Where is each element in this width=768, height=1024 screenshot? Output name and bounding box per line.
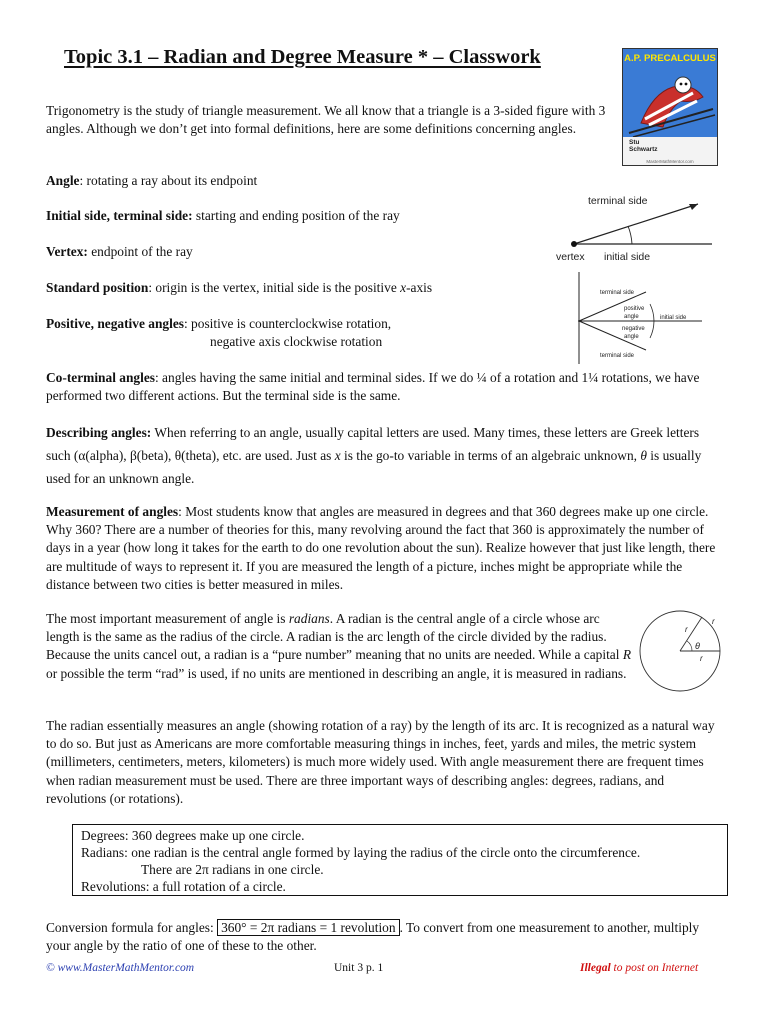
positive-label: positive (624, 306, 645, 312)
posneg-term: Positive, negative angles (46, 316, 184, 331)
describing-paragraph (46, 421, 726, 490)
conversion-text-1: Conversion formula for angles: (46, 920, 218, 935)
book-cover-title: A.P. PRECALCULUS (624, 53, 716, 64)
standard-text-2: -axis (406, 280, 433, 295)
illegal-word: Illegal (580, 962, 611, 974)
initial-side-small-label: initial side (660, 315, 687, 321)
vertex-term: Vertex: (46, 244, 88, 259)
cartoon-illustration (623, 63, 718, 139)
footer-website-link[interactable]: © www.MasterMathMentor.com (46, 962, 195, 974)
radians-em: radians (288, 611, 330, 626)
footer-page-number: Unit 3 p. 1 (334, 962, 384, 974)
book-cover-site: MasterMathMentor.com (646, 159, 694, 164)
summary-radians: Radians: one radian is the central angle formed by laying the radius of the circle onto the circumference. (81, 845, 641, 860)
standard-var: x (400, 280, 407, 295)
summary-box (72, 824, 728, 896)
terminal-side-top-label: terminal side (600, 290, 635, 296)
book-cover-footer (623, 137, 717, 165)
conversion-formula: 360° = 2π radians = 1 revolution (217, 919, 400, 936)
positive-angle-label: angle (624, 314, 639, 320)
radians-paragraph (46, 610, 632, 683)
summary-revolutions: Revolutions: a full rotation of a circle. (81, 879, 286, 894)
page-title: Topic 3.1 – Radian and Degree Measure * – Classwork (64, 46, 541, 68)
sides-text: starting and ending position of the ray (192, 208, 400, 223)
negative-angle-label: angle (624, 334, 639, 340)
radius-label-inner: r (685, 625, 688, 634)
radians-text-2: . A radian is the central angle of a circle whose arc length is the same as the radius of the circle. A radian is the arc length of the circle divided by the radius. Because the units cancel out, a radian is a “pure number” meaning that no units are needed. While a capital (46, 611, 623, 663)
radians-var: R (622, 647, 631, 663)
vertex-label: vertex (556, 251, 585, 263)
measurement-text: : Most students know that angles are measured in degrees and that 360 degrees make up one circle. Why 360? There are a number of theories for this, many revolving around the fact that 360 is approximately the number of days in a year (how long it takes for the earth to do one revolution about the sun). Realize however that just like length, there are multitude of ways to represent it. If you are measured the length of a picture, inches might be appropriate while the distance between two cities is better measured in miles. (46, 504, 716, 592)
vertex-point (571, 241, 577, 247)
radian-circle-diagram (636, 608, 726, 694)
greek-letters: (α(alpha), β(beta), θ(theta) (73, 448, 217, 463)
measurement-term: Measurement of angles (46, 504, 179, 519)
posneg-text-1: : positive is counterclockwise rotation, (183, 316, 392, 331)
sides-term: Initial side, terminal side: (46, 208, 193, 223)
summary-degrees: Degrees: 360 degrees make up one circle. (81, 828, 305, 843)
initial-side-label: initial side (604, 251, 651, 263)
describing-term: Describing angles: (46, 425, 152, 440)
theta-label: θ (695, 641, 700, 651)
book-cover-image (622, 48, 718, 166)
describing-text-4: is usually used for an unknown angle. (46, 448, 702, 486)
vertex-text: endpoint of the ray (87, 244, 193, 259)
terminal-side-bottom-label: terminal side (600, 353, 635, 359)
measurement-paragraph (46, 503, 726, 594)
standard-text-1: : origin is the vertex, initial side is the positive (148, 280, 401, 295)
natural-paragraph: The radian essentially measures an angle (showing rotation of a ray) by the length of its arc. It is recognized as a natural way to do so. But just as Americans are more comfortable measuring things in inches, feet, yards and miles, the metric system (millimeters, centimeters, meters, kilometers) is much more widely used. With angle measurement there are frequent times when radian measurement must be used. There are three important ways of describing angles: degrees, radians, and revolutions (or rotations). (46, 718, 715, 806)
negative-label: negative (622, 326, 645, 332)
describing-text-2: , etc. are used. Just as (216, 448, 335, 463)
describing-var: x (334, 448, 341, 463)
intro-paragraph: Trigonometry is the study of triangle measurement. We all know that a triangle is a 3-sided figure with 3 angles. Although we don’t get into formal definitions, here are some definitions concerning angles. (46, 103, 606, 137)
posneg-text-2: negative axis clockwise rotation (210, 334, 383, 350)
coterminal-definition (46, 369, 716, 405)
radians-text-3: or possible the term “rad” is used, if no units are mentioned in describing an angle, it is measured in radians. (46, 665, 627, 681)
describing-text-3: is the go-to variable in terms of an algebraic unknown, (340, 448, 641, 463)
describing-text-1: When referring to an angle, usually capital letters are used. Many times, these letters are Greek letters such (46, 425, 700, 463)
theta-symbol: θ (640, 448, 647, 463)
coterminal-text: : angles having the same initial and terminal sides. If we do ¼ of a rotation and 1¼ rotations, we have performed two different actions. But the terminal side is the same. (46, 370, 700, 404)
conversion-paragraph (46, 919, 726, 955)
illegal-rest: to post on Internet (610, 962, 699, 974)
standard-term: Standard position (46, 280, 149, 295)
radius-label-arc: r (712, 617, 715, 626)
angle-ray-diagram (548, 186, 728, 266)
summary-radians-2: There are 2π radians in one circle. (141, 862, 324, 877)
standard-position-diagram (560, 272, 710, 364)
book-author-last: Schwartz (629, 146, 658, 153)
angle-text: : rotating a ray about its endpoint (79, 173, 258, 188)
terminal-side-label: terminal side (588, 195, 648, 207)
book-author-first: Stu (629, 139, 640, 146)
coterminal-term: Co-terminal angles (46, 370, 155, 385)
angle-term: Angle (46, 173, 80, 188)
footer-illegal-notice (580, 962, 698, 974)
conversion-text-2: . To convert from one measurement to another, multiply your angle by the ratio of one of these to the other. (46, 920, 700, 954)
radians-text-1: The most important measurement of angle is (46, 611, 289, 626)
radius-label-base: r (700, 654, 703, 663)
